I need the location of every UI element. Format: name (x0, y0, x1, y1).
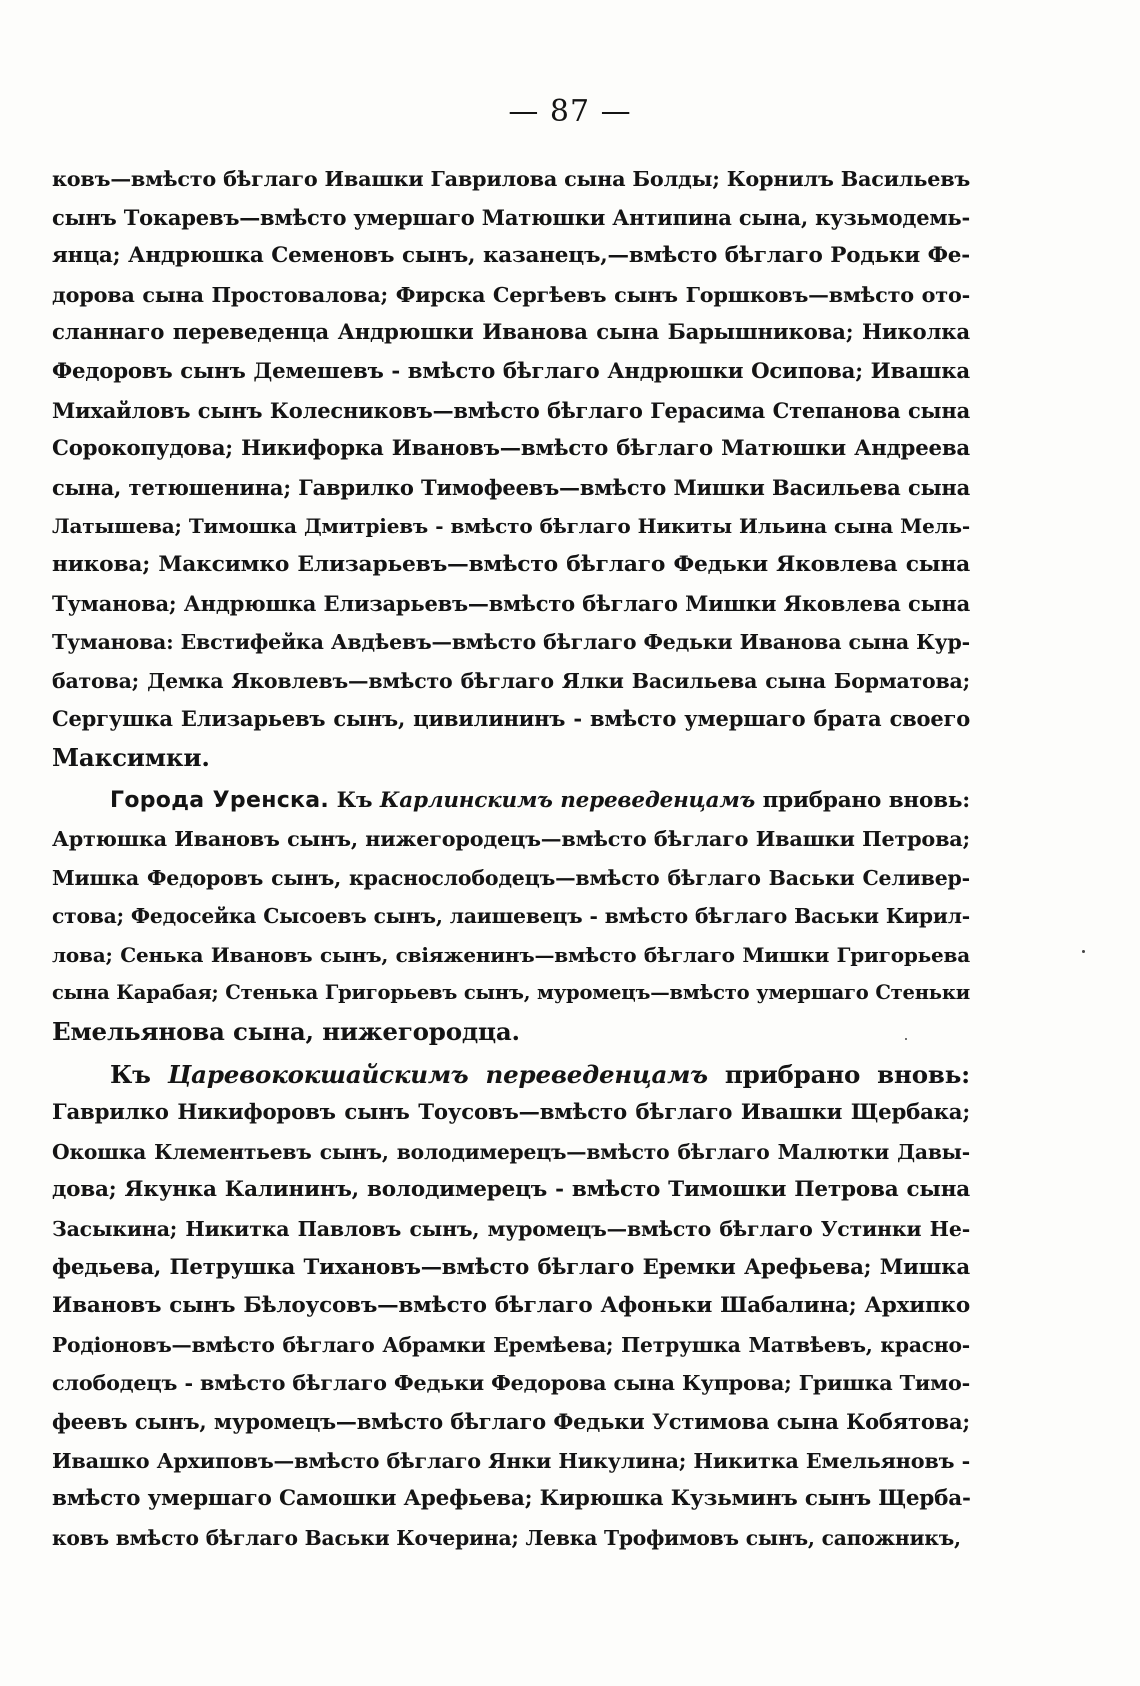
text-line: ковъ—вмѣсто бѣглаго Ивашки Гаврилова сына Болды; Корнилъ Васильевъ (52, 167, 971, 191)
text-line: Мишка Федоровъ сынъ, краснослободецъ—вмѣсто бѣглаго Васьки Селивер- (52, 865, 970, 890)
paragraph-3-first-line (52, 1056, 970, 1095)
text-line: Артюшка Ивановъ сынъ, нижегородецъ—вмѣсто бѣглаго Ивашки Петрова; (52, 827, 970, 852)
text-line: лова; Сенька Ивановъ сынъ, свіяженинъ—вмѣсто бѣглаго Мишки Григорьева (52, 942, 970, 967)
text-line: батова; Демка Яковлевъ—вмѣсто бѣглаго Ялки Васильева сына Борматова; (52, 668, 970, 693)
text-line: Емельянова сына, нижегородца. (52, 1017, 520, 1047)
text-line: Сорокопудова; Никифорка Ивановъ—вмѣсто бѣглаго Матюшки Андреева (52, 436, 970, 462)
text-line: федьева, Петрушка Тихановъ—вмѣсто бѣглаго Еремки Арефьева; Мишка (52, 1254, 970, 1280)
text-line: Ивановъ сынъ Бѣлоусовъ—вмѣсто бѣглаго Афоньки Шабалина; Архипко (52, 1293, 970, 1319)
scan-speck (1082, 950, 1085, 953)
paragraph-2-first-line (52, 782, 970, 821)
text-line: слободецъ - вмѣсто бѣглаго Федьки Федорова сына Купрова; Гришка Тимо- (52, 1371, 970, 1396)
paragraph-3 (52, 1056, 970, 1558)
lead-word: Къ (110, 1059, 151, 1089)
text-line: сынъ Токаревъ—вмѣсто умершаго Матюшки Антипина сына, кузьмодемь- (52, 204, 970, 230)
section-heading: Города Уренска. (110, 787, 330, 813)
text-line: Максимки. (52, 742, 210, 772)
text-line: Федоровъ сынъ Демешевъ - вмѣсто бѣглаго Андрюшки Осипова; Ивашка (52, 358, 970, 384)
text-line: Засыкина; Никитка Павловъ сынъ, муромецъ—вмѣсто бѣглаго Устинки Не- (52, 1217, 970, 1242)
text-line: ковъ вмѣсто бѣглаго Васьки Кочерина; Левка Трофимовъ сынъ, сапожникъ, (52, 1525, 961, 1550)
text-line: Туманова: Евстифейка Авдѣевъ—вмѣсто бѣглаго Федьки Иванова сына Кур- (52, 630, 970, 655)
text-line: Гаврилко Никифоровъ сынъ Тоусовъ—вмѣсто бѣглаго Ивашки Щербака; (52, 1100, 970, 1126)
line-rest: прибрано вновь: (724, 1059, 970, 1089)
text-line: Сергушка Елизарьевъ сынъ, цивилининъ - вмѣсто умершаго брата своего (52, 706, 970, 732)
text-line: стова; Федосейка Сысоевъ сынъ, лаишевецъ - вмѣсто бѣглаго Васьки Кирил- (52, 904, 970, 929)
text-line: дова; Якунка Калининъ, володимерецъ - вмѣсто Тимошки Петрова сына (52, 1177, 970, 1203)
body-text (52, 160, 970, 1557)
paragraph-1 (52, 160, 970, 778)
lead-word: Къ (336, 787, 373, 813)
text-line: дорова сына Простовалова; Фирска Сергѣевъ сынъ Горшковъ—вмѣсто ото- (52, 282, 970, 307)
italic-phrase: Карлинскимъ переведенцамъ (379, 787, 756, 813)
text-line: янца; Андрюшка Семеновъ сынъ, казанецъ,—вмѣсто бѣглаго Родьки Фе- (52, 243, 970, 269)
text-line: Родіоновъ—вмѣсто бѣглаго Абрамки Еремѣева; Петрушка Матвѣевъ, красно- (52, 1332, 970, 1357)
page-number: — 87 — (508, 94, 632, 129)
text-line: феевъ сынъ, муромецъ—вмѣсто бѣглаго Федьки Устимова сына Кобятова; (52, 1409, 970, 1434)
scan-speck (905, 1038, 907, 1040)
text-line: никова; Максимко Елизарьевъ—вмѣсто бѣглаго Федьки Яковлева сына (52, 551, 970, 577)
paragraph-2 (52, 782, 970, 1052)
text-line: сына Карабая; Стенька Григорьевъ сынъ, муромецъ—вмѣсто умершаго Стеньки (52, 981, 970, 1005)
text-line: Михайловъ сынъ Колесниковъ—вмѣсто бѣглаго Герасима Степанова сына (52, 397, 970, 423)
text-line: Окошка Клементьевъ сынъ, володимерецъ—вмѣсто бѣглаго Малютки Давы- (52, 1139, 970, 1164)
text-line: Туманова; Андрюшка Елизарьевъ—вмѣсто бѣглаго Мишки Яковлева сына (52, 590, 970, 616)
text-line: сланнаго переведенца Андрюшки Иванова сына Барышникова; Николка (52, 320, 970, 346)
text-line: Латышева; Тимошка Дмитріевъ - вмѣсто бѣглаго Никиты Ильина сына Мель- (52, 514, 970, 539)
line-rest: прибрано вновь: (762, 787, 970, 813)
text-line: вмѣсто умершаго Самошки Арефьева; Кирюшка Кузьминъ сынъ Щерба- (52, 1486, 971, 1512)
italic-phrase: Царевококшайскимъ переведенцамъ (167, 1059, 708, 1089)
text-line: Ивашко Архиповъ—вмѣсто бѣглаго Янки Никулина; Никитка Емельяновъ - (52, 1448, 970, 1473)
text-line: сына, тетюшенина; Гаврилко Тимофеевъ—вмѣсто Мишки Васильева сына (52, 474, 970, 500)
